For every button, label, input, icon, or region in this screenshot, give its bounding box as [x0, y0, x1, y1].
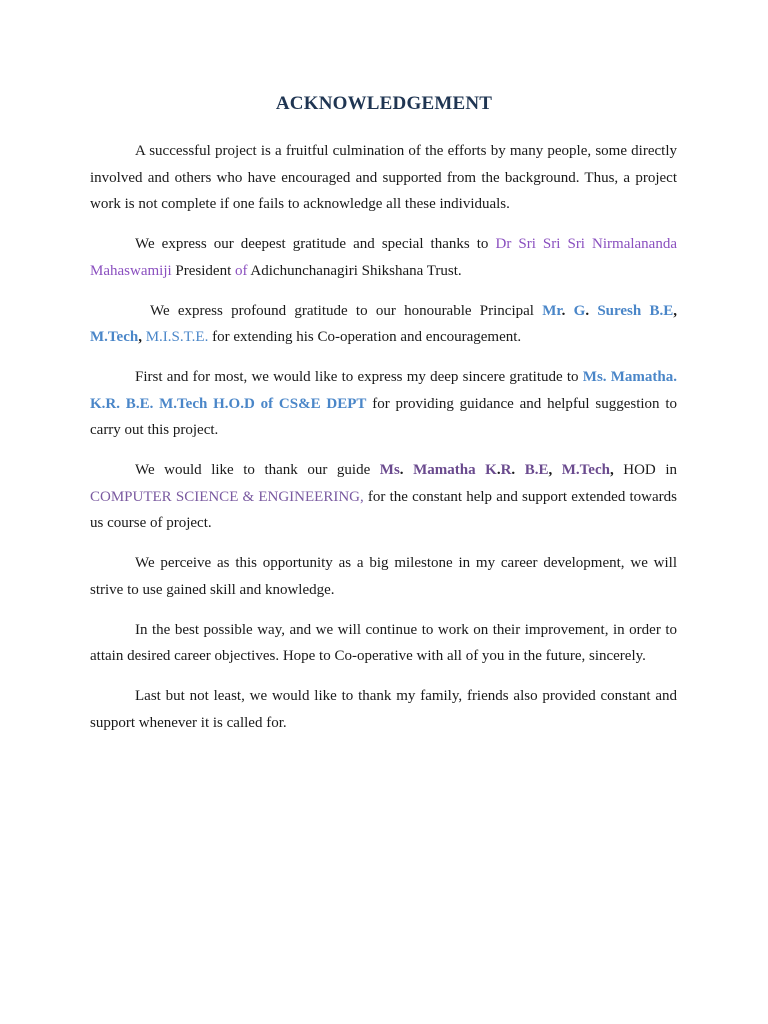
page-title: ACKNOWLEDGEMENT [275, 93, 493, 114]
principal-name: Suresh B.E [589, 302, 674, 319]
guide-degree: B.E [515, 462, 549, 479]
acknowledgement-body [90, 138, 677, 749]
text-span: . [585, 302, 590, 319]
hod-name: Ms. Mamatha. K.R. B.E. M.Tech H.O.D of CS&E DEPT [90, 368, 677, 412]
paragraph-improvement: In the best possible way, and we will continue to work on their improvement, in order to attain desired career objectives. Hope to Co-operative with all of you in the future, sincerely. [90, 621, 677, 665]
paragraph-intro: A successful project is a fruitful culmination of the efforts by many people, some directly involved and others who have encouraged and supported from the background. Thus, a project work is not complete if one fails to acknowledge all these individuals. [90, 143, 677, 213]
guide-initial: R [500, 462, 512, 479]
guide-title: Ms [379, 462, 400, 479]
department-name: COMPUTER SCIENCE & ENGINEERING, [90, 488, 364, 505]
text-span: . [399, 462, 404, 479]
text-span: We express our deepest gratitude and special thanks to [135, 236, 496, 253]
paragraph-hod [90, 364, 677, 444]
text-span: , [609, 462, 614, 479]
text-span: for extending his Co-operation and encouragement. [208, 329, 522, 346]
text-span: , [673, 302, 677, 319]
text-span: . [496, 462, 501, 479]
text-span: . [561, 302, 566, 319]
text-span: President [171, 262, 235, 279]
text-span: We would like to thank our guide [135, 462, 380, 479]
text-span: for the constant help and support extended towards us course of project. [90, 488, 677, 532]
text-span: , [548, 462, 553, 479]
principal-initial: G [565, 302, 586, 319]
paragraph-family: Last but not least, we would like to thank my family, friends also provided constant and support whenever it is called for. [90, 687, 677, 731]
paragraph-milestone: We perceive as this opportunity as a big milestone in my career development, we will strive to use gained skill and knowledge. [90, 555, 677, 598]
text-of: of [234, 262, 248, 279]
text-span: . [511, 462, 516, 479]
swamiji-name: Dr Sri Sri Sri Nirmalananda Mahaswamiji [90, 236, 677, 279]
text-span: First and for most, we would like to express my deep sincere gratitude to [135, 368, 583, 385]
paragraph-guide [90, 457, 677, 537]
principal-membership: M.I.S.T.E. [141, 329, 209, 346]
principal-degree: M.Tech [90, 329, 139, 346]
text-span: We express profound gratitude to our honourable Principal [150, 302, 543, 319]
text-span: , [138, 329, 142, 346]
guide-degree-2: M.Tech [552, 462, 610, 479]
text-span: for providing guidance and helpful suggestion to carry out this project. [90, 395, 678, 439]
paragraph-trust [90, 231, 677, 284]
guide-name: Mamatha K [403, 462, 497, 479]
principal-title: Mr [542, 302, 562, 319]
paragraph-principal [90, 298, 677, 351]
text-span: HOD in [613, 462, 677, 479]
text-span: Adichunchanagiri Shikshana Trust. [247, 262, 462, 279]
